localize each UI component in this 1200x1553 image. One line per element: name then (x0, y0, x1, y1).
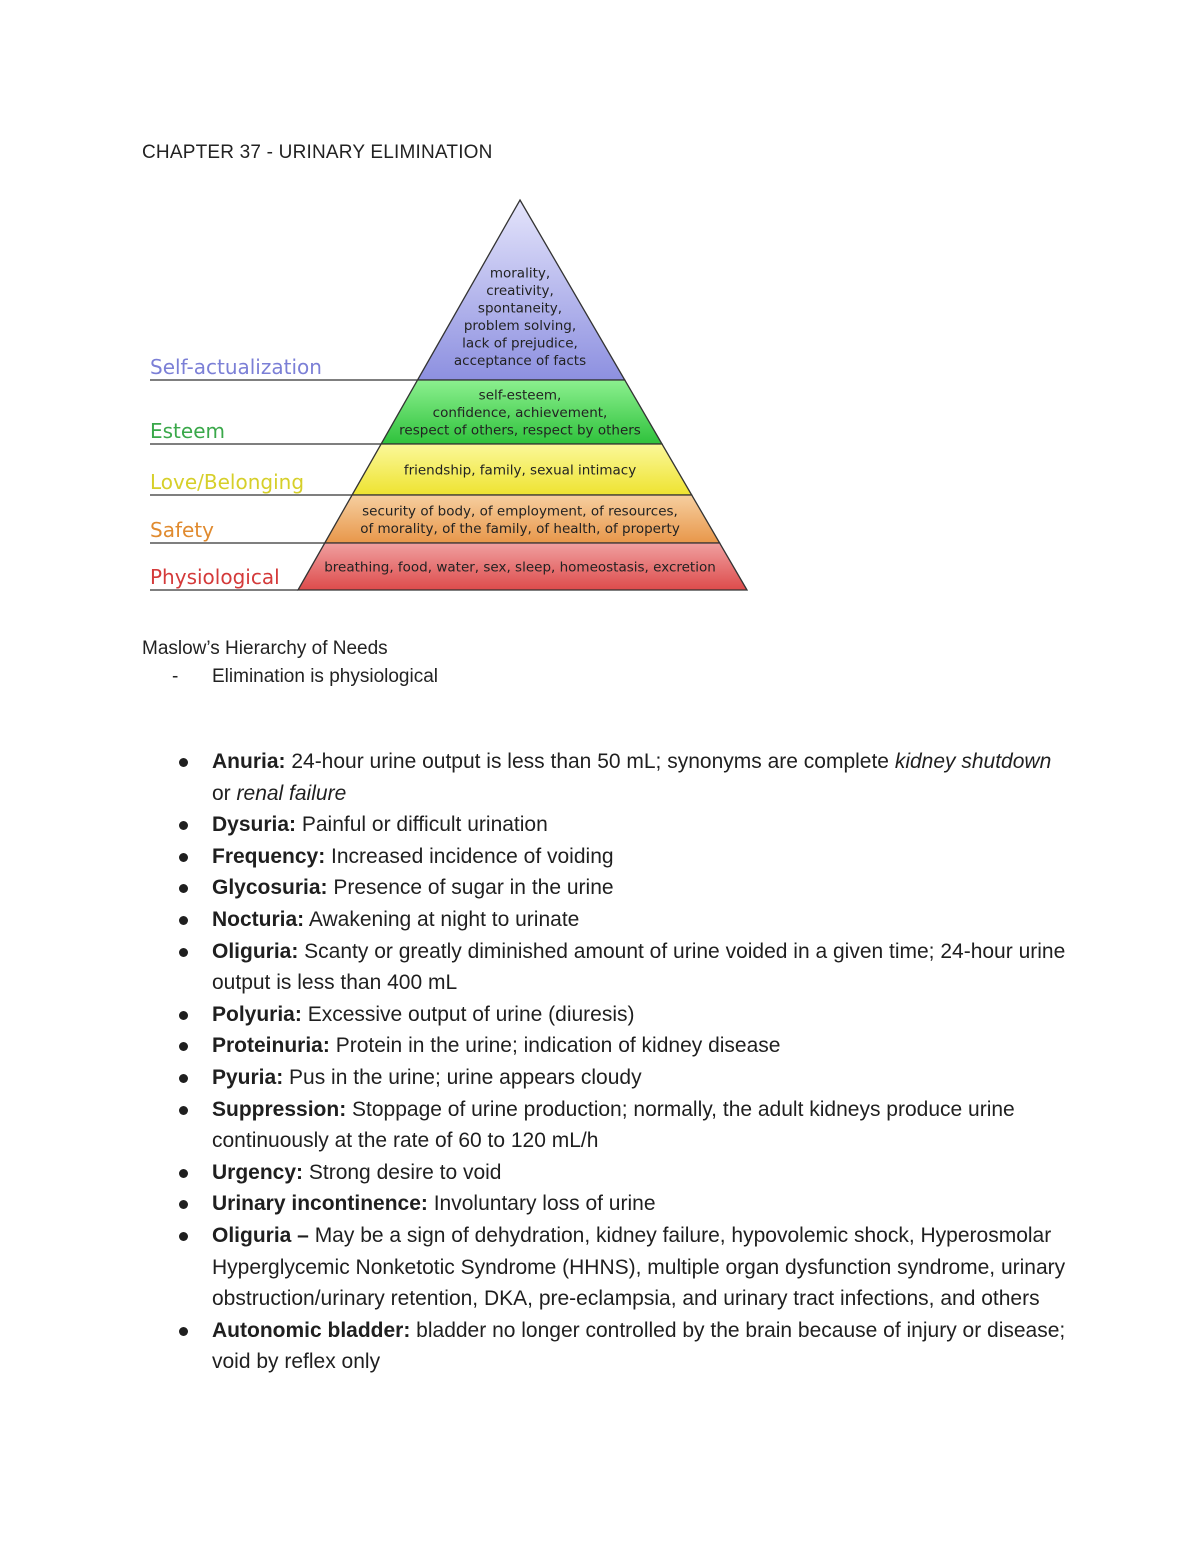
term-item-frequency (172, 841, 1072, 873)
bullet-icon (179, 1011, 188, 1020)
term-definition: Awakening at night to urinate (304, 907, 580, 931)
term-definition: or (212, 781, 237, 805)
tier-label: Esteem (150, 419, 225, 443)
tier-description-line: acceptance of facts (453, 352, 587, 369)
terms-list (172, 746, 1072, 1378)
tier-label: Love/Belonging (150, 470, 305, 494)
term-item-autonomic-bladder (172, 1315, 1072, 1378)
tier-label: Physiological (150, 565, 280, 589)
tier-label: Safety (150, 518, 214, 542)
tier-description-line: of morality, of the family, of health, of property (360, 520, 680, 537)
bullet-icon (179, 1169, 188, 1178)
term-label: Pyuria: (212, 1065, 284, 1089)
tier-description-line: security of body, of employment, of resources, (362, 503, 678, 520)
figure-caption: Maslow’s Hierarchy of Needs (142, 638, 388, 659)
bullet-icon (179, 1327, 188, 1336)
term-definition: Involuntary loss of urine (427, 1192, 656, 1216)
maslow-pyramid (140, 192, 760, 597)
term-definition: Protein in the urine; indication of kidney disease (329, 1034, 781, 1058)
term-item-oliguria (172, 936, 1072, 999)
tier-description-line: morality, (489, 265, 551, 282)
term-definition: May be a sign of dehydration, kidney failure, hypovolemic shock, Hyperosmolar Hyperglycemic Nonketotic Syndrome (HHNS), multiple organ dysfunction syndrome, urinary obstruction/urinary retention, DKA, pre-eclampsia, and urinary tract infections, and others (212, 1223, 1066, 1311)
bullet-icon (179, 916, 188, 925)
bullet-icon (179, 821, 188, 830)
term-item-anuria (172, 746, 1072, 809)
term-label: Polyuria: (212, 1002, 302, 1026)
bullet-icon (179, 884, 188, 893)
term-definition: 24-hour urine output is less than 50 mL; synonyms are complete (285, 750, 895, 773)
term-definition: Stoppage of urine production; normally, the adult kidneys produce urine continuously at the rate of 60 to 120 mL/h (212, 1097, 1015, 1153)
bullet-icon (179, 948, 188, 957)
sub-list-item (172, 666, 438, 688)
term-label: Proteinuria: (212, 1034, 330, 1058)
term-italic: kidney shutdown (894, 750, 1052, 773)
term-definition: Pus in the urine; urine appears cloudy (283, 1065, 642, 1089)
term-definition: Presence of sugar in the urine (327, 876, 614, 900)
bullet-icon (179, 1042, 188, 1051)
term-item-nocturia (172, 904, 1072, 936)
tier-description-line: self-esteem, (478, 387, 562, 404)
bullet-icon (179, 853, 188, 862)
dash-marker: - (172, 666, 179, 687)
term-item-pyuria (172, 1062, 1072, 1094)
term-italic: renal failure (236, 781, 347, 805)
tier-description-line: breathing, food, water, sex, sleep, homeostasis, excretion (324, 559, 716, 576)
term-label: Glycosuria: (212, 876, 328, 900)
term-item-polyuria (172, 999, 1072, 1031)
term-label: Dysuria: (212, 813, 297, 837)
term-label: Oliguria: (212, 939, 299, 963)
term-item-oliguria-signs (172, 1220, 1072, 1315)
term-label: Oliguria – (212, 1223, 309, 1247)
term-definition: Strong desire to void (303, 1160, 502, 1184)
tier-description-line: spontaneity, (477, 300, 563, 317)
term-label: Frequency: (212, 844, 326, 868)
bullet-icon (179, 1200, 188, 1209)
term-label: Nocturia: (212, 907, 305, 931)
tier-description-line: lack of prejudice, (462, 335, 578, 352)
term-label: Autonomic bladder: (212, 1318, 411, 1342)
bullet-icon (179, 1232, 188, 1241)
tier-description-line: problem solving, (463, 317, 577, 334)
term-label: Urinary incontinence: (212, 1192, 428, 1216)
tier-description-line: creativity, (486, 282, 554, 299)
term-definition: bladder no longer controlled by the brain because of injury or disease; void by reflex only (212, 1318, 1066, 1374)
term-label: Suppression: (212, 1097, 347, 1121)
bullet-icon (179, 1074, 188, 1083)
tier-label: Self-actualization (150, 355, 322, 379)
term-item-urgency (172, 1157, 1072, 1189)
term-item-suppression (172, 1094, 1072, 1157)
term-definition: Increased incidence of voiding (325, 844, 614, 868)
term-item-proteinuria (172, 1030, 1072, 1062)
term-item-urinary-incontinence (172, 1188, 1072, 1220)
tier-description-line: friendship, family, sexual intimacy (403, 462, 637, 479)
term-item-glycosuria (172, 872, 1072, 904)
chapter-title: CHAPTER 37 - URINARY ELIMINATION (142, 142, 493, 163)
term-definition: Excessive output of urine (diuresis) (301, 1002, 635, 1026)
tier-description-line: respect of others, respect by others (399, 422, 641, 439)
sub-item-text: Elimination is physiological (212, 666, 438, 687)
term-item-dysuria (172, 809, 1072, 841)
term-label: Urgency: (212, 1160, 304, 1184)
term-definition: Painful or difficult urination (296, 813, 548, 837)
bullet-icon (179, 758, 188, 767)
term-definition: Scanty or greatly diminished amount of urine voided in a given time; 24-hour urine output is less than 400 mL (212, 939, 1066, 995)
bullet-icon (179, 1106, 188, 1115)
term-label: Anuria: (212, 750, 286, 773)
tier-description-line: confidence, achievement, (432, 405, 608, 421)
